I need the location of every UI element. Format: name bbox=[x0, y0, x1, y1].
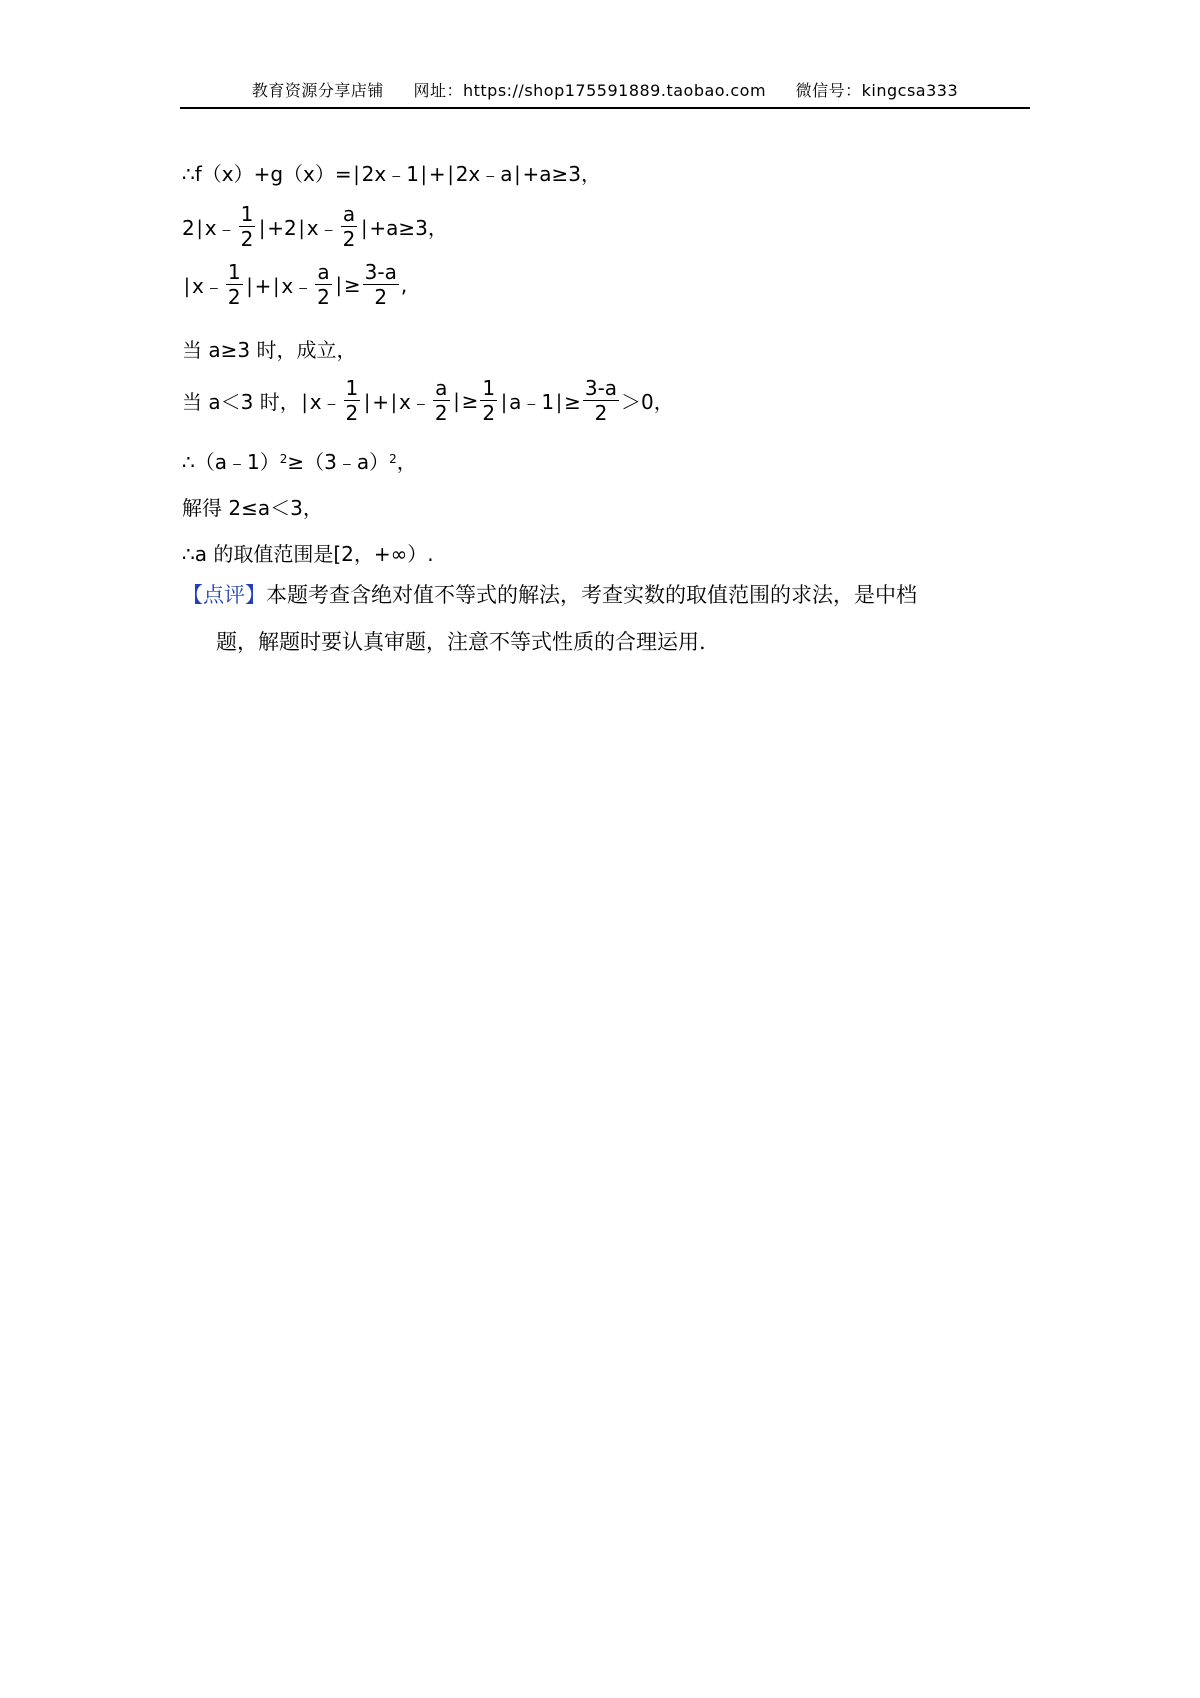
line-3-part-b: ∣+∣x﹣ bbox=[244, 274, 314, 298]
solution-line-4 bbox=[182, 334, 356, 363]
line-3-part-c: ∣≥ bbox=[333, 272, 361, 297]
line-3-part-a: ∣x﹣ bbox=[182, 274, 224, 298]
review-tag: 【点评】 bbox=[182, 583, 266, 607]
line-2-part-a: 2∣x﹣ bbox=[182, 216, 237, 240]
fraction-a-half bbox=[433, 378, 450, 423]
review-text-1: 本题考查含绝对值不等式的解法，考查实数的取值范围的求法，是中档 bbox=[266, 583, 917, 607]
fraction-three-minus-a-half bbox=[363, 262, 399, 307]
line-1-text: ∴f（x）+g（x）=∣2x﹣1∣+∣2x﹣a∣+a≥3， bbox=[182, 162, 602, 186]
review-text-2: 题，解题时要认真审题，注意不等式性质的合理运用. bbox=[216, 630, 706, 654]
fraction-numerator: 3-a bbox=[584, 376, 618, 400]
line-6-part-a: ∴（a﹣1） bbox=[182, 450, 280, 474]
line-8-text: ∴a 的取值范围是[2，+∞）. bbox=[182, 542, 434, 566]
fraction-one-half bbox=[480, 378, 497, 423]
fraction-three-minus-a-half bbox=[583, 378, 619, 423]
line-4-text: 当 a≥3 时，成立， bbox=[182, 338, 357, 362]
line-5-part-c: ∣≥ bbox=[451, 388, 479, 413]
fraction-numerator: 3-a bbox=[364, 260, 397, 284]
fraction-numerator: a bbox=[317, 260, 330, 284]
line-3-part-d: , bbox=[400, 272, 408, 297]
fraction-a-half bbox=[315, 262, 332, 307]
fraction-denominator: 2 bbox=[345, 401, 359, 425]
line-5-part-b: ∣+∣x﹣ bbox=[362, 390, 431, 414]
exponent: 2 bbox=[389, 451, 397, 466]
solution-line-2 bbox=[182, 204, 448, 249]
solution-line-1 bbox=[182, 158, 601, 187]
solution-line-5 bbox=[182, 378, 674, 423]
fraction-denominator: 2 bbox=[482, 401, 496, 425]
fraction-denominator: 2 bbox=[594, 401, 608, 425]
fraction-numerator: a bbox=[342, 202, 356, 226]
fraction-numerator: a bbox=[435, 376, 448, 400]
solution-line-6 bbox=[182, 446, 417, 475]
fraction-denominator: 2 bbox=[434, 401, 448, 425]
line-2-part-c: ∣+a≥3， bbox=[359, 216, 448, 240]
solution-line-3 bbox=[182, 262, 407, 307]
fraction-denominator: 2 bbox=[227, 285, 241, 309]
line-7-text: 解得 2≤a＜3， bbox=[182, 496, 323, 520]
solution-line-7 bbox=[182, 492, 323, 521]
fraction-numerator: 1 bbox=[240, 202, 254, 226]
header-wechat: 微信号：kingcsa333 bbox=[795, 81, 959, 100]
line-5-part-d: ∣a﹣1∣≥ bbox=[499, 390, 581, 414]
fraction-one-half bbox=[344, 378, 361, 423]
line-2-part-b: ∣+2∣x﹣ bbox=[257, 216, 339, 240]
fraction-numerator: 1 bbox=[345, 376, 359, 400]
fraction-one-half bbox=[226, 262, 243, 307]
fraction-one-half bbox=[239, 204, 256, 249]
header-shop: 教育资源分享店铺 bbox=[251, 81, 384, 100]
fraction-a-half bbox=[341, 204, 358, 249]
line-5-part-a: 当 a＜3 时，∣x﹣ bbox=[182, 390, 342, 414]
exponent: 2 bbox=[279, 451, 288, 466]
line-5-part-e: ＞0， bbox=[621, 390, 674, 414]
fraction-denominator: 2 bbox=[317, 285, 330, 309]
line-6-part-b: ≥（3﹣a） bbox=[287, 450, 390, 474]
fraction-denominator: 2 bbox=[342, 227, 356, 251]
fraction-denominator: 2 bbox=[240, 227, 254, 251]
page-header bbox=[180, 78, 1030, 109]
line-6-part-c: ， bbox=[396, 450, 417, 474]
fraction-denominator: 2 bbox=[374, 285, 388, 309]
review-comment bbox=[182, 572, 1032, 666]
header-site: 网址：https://shop175591889.taobao.com bbox=[413, 81, 767, 100]
fraction-numerator: 1 bbox=[482, 376, 496, 400]
fraction-numerator: 1 bbox=[227, 260, 241, 284]
solution-line-8 bbox=[182, 538, 434, 567]
